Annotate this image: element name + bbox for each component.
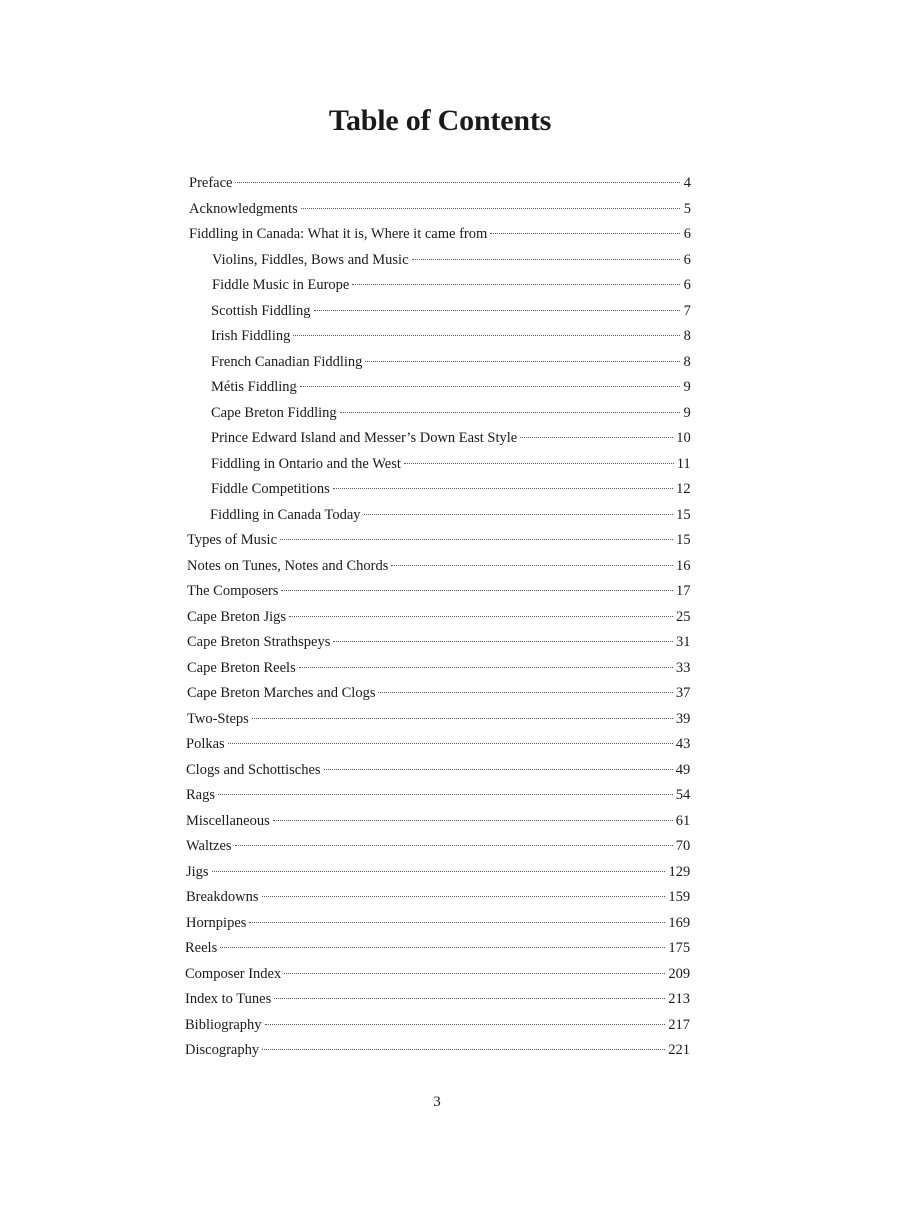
toc-entry-title: Fiddle Music in Europe <box>212 277 350 293</box>
toc-entry-page: 10 <box>676 430 691 446</box>
toc-entry-title: Waltzes <box>186 838 232 854</box>
toc-entry-title: Cape Breton Strathspeys <box>187 634 331 650</box>
toc-entry-title: Irish Fiddling <box>211 328 291 344</box>
toc-entry <box>0 758 690 784</box>
toc-entry-page: 7 <box>683 302 691 319</box>
toc-entry-title: Rags <box>186 787 215 803</box>
dot-leader <box>333 487 673 489</box>
dot-leader <box>324 768 673 770</box>
toc-entry-page: 25 <box>675 608 691 625</box>
dot-leader <box>333 640 673 642</box>
toc-entry-title: Bibliography <box>185 1016 262 1033</box>
dot-leader <box>391 564 673 566</box>
toc-entry <box>0 783 690 809</box>
toc-entry-title: Clogs and Schottisches <box>186 761 321 778</box>
toc-entry-title: Scottish Fiddling <box>211 302 311 319</box>
toc-entry <box>0 630 690 656</box>
toc-entry <box>0 171 691 197</box>
dot-leader <box>235 181 680 183</box>
toc-entry <box>0 911 690 937</box>
dot-leader <box>314 309 680 311</box>
dot-leader <box>352 283 680 285</box>
dot-leader <box>280 538 673 540</box>
dot-leader <box>273 819 673 821</box>
dot-leader <box>220 946 665 948</box>
toc-entry-page: 9 <box>683 379 691 395</box>
toc-entry-page: 159 <box>668 889 691 905</box>
dot-leader <box>262 895 666 897</box>
toc-entry <box>0 860 690 886</box>
toc-entry <box>0 452 691 478</box>
dot-leader <box>293 334 679 336</box>
toc-entry-page: 15 <box>676 532 691 548</box>
dot-leader <box>300 385 680 387</box>
dot-leader <box>490 232 680 234</box>
dot-leader <box>378 691 672 693</box>
toc-entry-page: 221 <box>668 1042 690 1058</box>
toc-entry <box>0 681 690 707</box>
toc-entry <box>0 885 690 911</box>
toc-entry-page: 49 <box>675 761 691 778</box>
table-of-contents <box>0 171 900 1064</box>
toc-entry-page: 209 <box>668 965 691 982</box>
toc-entry-title: Discography <box>185 1042 260 1058</box>
toc-entry <box>0 809 690 835</box>
toc-entry <box>0 987 690 1013</box>
dot-leader <box>262 1048 665 1050</box>
toc-entry <box>0 273 691 299</box>
toc-entry-page: 217 <box>668 1016 690 1033</box>
toc-entry-title: Cape Breton Fiddling <box>211 404 337 421</box>
toc-entry <box>0 401 691 427</box>
toc-entry-page: 6 <box>683 251 691 268</box>
toc-entry-page: 11 <box>676 455 691 472</box>
dot-leader <box>412 258 680 260</box>
dot-leader <box>284 972 665 974</box>
toc-entry <box>0 477 691 503</box>
dot-leader <box>235 844 673 846</box>
toc-entry-page: 9 <box>683 404 691 421</box>
toc-entry <box>0 1013 690 1039</box>
toc-entry-page: 175 <box>668 940 691 956</box>
dot-leader <box>212 870 666 872</box>
toc-entry-title: Cape Breton Marches and Clogs <box>187 685 376 701</box>
toc-entry-page: 5 <box>683 200 691 217</box>
toc-entry-title: Preface <box>189 175 233 191</box>
toc-entry-page: 31 <box>675 634 691 650</box>
toc-entry-title: Fiddling in Ontario and the West <box>211 455 401 472</box>
dot-leader <box>274 997 665 999</box>
toc-entry-title: Reels <box>185 940 218 956</box>
toc-entry-page: 39 <box>675 710 691 727</box>
dot-leader <box>252 717 673 719</box>
toc-entry-title: Violins, Fiddles, Bows and Music <box>212 251 409 268</box>
toc-entry-page: 16 <box>676 557 691 574</box>
toc-entry <box>0 503 691 529</box>
page-title: Table of Contents <box>328 104 552 137</box>
dot-leader <box>301 207 680 209</box>
toc-entry <box>0 324 691 350</box>
toc-entry-title: Polkas <box>186 736 225 752</box>
toc-entry <box>0 1038 690 1064</box>
toc-entry-title: Types of Music <box>187 532 278 548</box>
toc-entry-title: Two-Steps <box>187 710 249 727</box>
toc-entry-page: 8 <box>683 328 691 344</box>
toc-entry-title: Fiddling in Canada Today <box>210 506 361 523</box>
toc-entry-title: Breakdowns <box>186 889 259 905</box>
toc-entry-title: Cape Breton Jigs <box>187 608 287 625</box>
toc-entry <box>0 962 690 988</box>
toc-entry-page: 6 <box>683 226 691 242</box>
toc-entry-title: Fiddling in Canada: What it is, Where it came from <box>189 226 488 242</box>
dot-leader <box>218 793 673 795</box>
toc-entry <box>0 656 690 682</box>
dot-leader <box>520 436 673 438</box>
toc-entry-title: Prince Edward Island and Messer’s Down East Style <box>211 430 518 446</box>
toc-entry <box>0 426 691 452</box>
toc-entry-page: 43 <box>675 736 691 752</box>
toc-entry-page: 12 <box>676 481 691 497</box>
toc-entry-page: 33 <box>675 659 691 676</box>
toc-entry-title: Notes on Tunes, Notes and Chords <box>187 557 389 574</box>
toc-entry <box>0 299 691 325</box>
toc-entry <box>0 375 691 401</box>
toc-entry <box>0 936 690 962</box>
dot-leader <box>364 513 674 515</box>
toc-entry-title: Cape Breton Reels <box>187 659 296 676</box>
dot-leader <box>289 615 673 617</box>
toc-entry-title: Hornpipes <box>186 914 247 931</box>
toc-entry <box>0 248 691 274</box>
toc-entry <box>0 554 691 580</box>
toc-entry-title: Composer Index <box>185 965 282 982</box>
dot-leader <box>340 411 680 413</box>
toc-entry <box>0 222 691 248</box>
toc-entry <box>0 834 690 860</box>
toc-entry <box>0 197 691 223</box>
toc-entry-title: The Composers <box>187 583 279 599</box>
toc-entry <box>0 732 690 758</box>
toc-entry-page: 129 <box>668 863 691 880</box>
toc-entry-page: 15 <box>676 506 691 523</box>
toc-entry-page: 6 <box>683 277 691 293</box>
toc-entry-title: Jigs <box>186 863 209 880</box>
toc-entry-title: French Canadian Fiddling <box>211 353 363 370</box>
toc-entry-page: 169 <box>668 914 691 931</box>
toc-entry-page: 61 <box>675 812 691 829</box>
toc-entry-page: 17 <box>676 583 691 599</box>
dot-leader <box>281 589 673 591</box>
toc-entry-title: Index to Tunes <box>185 991 272 1007</box>
dot-leader <box>365 360 679 362</box>
dot-leader <box>404 462 674 464</box>
toc-entry-page: 8 <box>683 353 691 370</box>
dot-leader <box>249 921 665 923</box>
toc-entry-title: Fiddle Competitions <box>211 481 330 497</box>
toc-entry-page: 37 <box>675 685 691 701</box>
dot-leader <box>299 666 673 668</box>
toc-entry-title: Miscellaneous <box>186 812 270 829</box>
dot-leader <box>265 1023 666 1025</box>
toc-entry <box>0 528 691 554</box>
dot-leader <box>228 742 673 744</box>
toc-entry-page: 213 <box>668 991 691 1007</box>
toc-entry-title: Métis Fiddling <box>211 379 297 395</box>
page-number: 3 <box>433 1094 441 1110</box>
toc-entry <box>0 350 691 376</box>
toc-entry-page: 54 <box>675 787 691 803</box>
toc-entry <box>0 707 690 733</box>
toc-entry-title: Acknowledgments <box>189 200 298 217</box>
toc-entry-page: 4 <box>683 175 691 191</box>
toc-entry-page: 70 <box>675 838 691 854</box>
toc-entry <box>0 579 691 605</box>
toc-entry <box>0 605 690 631</box>
